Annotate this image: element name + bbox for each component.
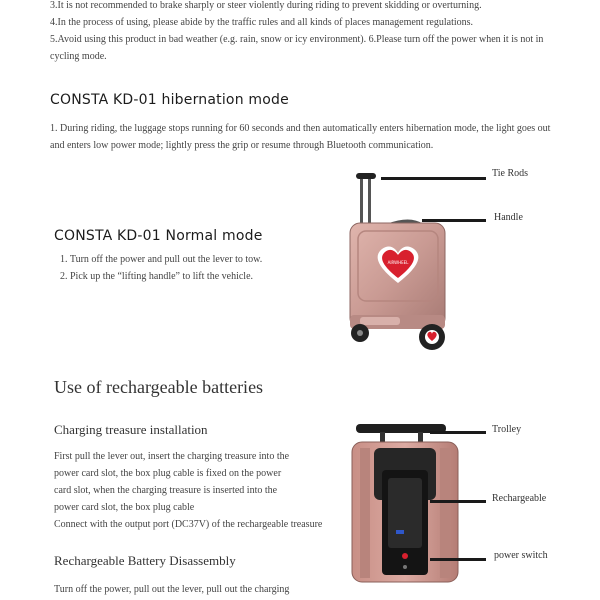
hibernation-title: CONSTA KD-01 hibernation mode <box>50 92 289 108</box>
tie-rod-right <box>368 175 371 225</box>
install-line-2: power card slot, the box plug cable is fixed on the power <box>54 468 282 479</box>
install-line-3: card slot, when the charging treasure is inserted into the <box>54 485 278 496</box>
normal-mode-title: CONSTA KD-01 Normal mode <box>54 228 263 244</box>
suitcase-scooter-image <box>340 165 460 355</box>
rechargeable-pointer <box>430 500 486 503</box>
disassembly-title: Rechargeable Battery Disassembly <box>54 553 236 568</box>
batteries-title: Use of rechargeable batteries <box>54 377 264 397</box>
precaution-4: 4.In the process of using, please abide by the traffic rules and all kinds of places management regulations. <box>50 17 474 28</box>
tie-rods-label: Tie Rods <box>492 168 529 179</box>
rechargeable-label: Rechargeable <box>492 493 547 504</box>
precaution-3: 3.It is not recommended to brake sharply or steer violently during riding to prevent skidding or overturning. <box>50 0 482 11</box>
tie-rods-pointer <box>381 177 486 180</box>
normal-step-2: 2. Pick up the “lifting handle” to lift the vehicle. <box>60 271 254 282</box>
precautions-text <box>50 0 560 65</box>
handle-label: Handle <box>494 212 523 223</box>
install-line-4: power card slot, the box plug cable <box>54 502 195 513</box>
power-led <box>396 530 404 534</box>
trolley-label: Trolley <box>492 424 522 435</box>
install-line-5: Connect with the output port (DC37V) of the rechargeable treasure <box>54 519 323 530</box>
install-text <box>54 448 354 533</box>
disassembly-text: Turn off the power, pull out the lever, pull out the charging <box>54 584 290 595</box>
handle-pointer <box>422 219 486 222</box>
hibernation-text: 1. During riding, the luggage stops running for 60 seconds and then automatically enters hibernation mode, the light goes out and enters low power mode; lightly press the grip or resume through Bluetooth communication. <box>50 123 551 151</box>
tie-rod-grip <box>356 173 376 179</box>
heart-logo: AIRWHEEL <box>387 260 409 265</box>
normal-mode-steps <box>60 251 320 285</box>
footrest <box>360 317 400 325</box>
power-switch-label: power switch <box>494 550 548 561</box>
install-line-1: First pull the lever out, insert the charging treasure into the <box>54 451 290 462</box>
tie-rod-left <box>360 175 363 225</box>
trolley-pointer <box>430 431 486 434</box>
precaution-5: 5.Avoid using this product in bad weather (e.g. rain, snow or icy environment). 6.Please turn off the power when it is not in cycling mode. <box>50 34 544 62</box>
normal-step-1: 1. Turn off the power and pull out the lever to tow. <box>60 254 263 265</box>
power-switch <box>402 553 408 559</box>
power-switch-pointer <box>430 558 486 561</box>
install-title: Charging treasure installation <box>54 422 208 437</box>
